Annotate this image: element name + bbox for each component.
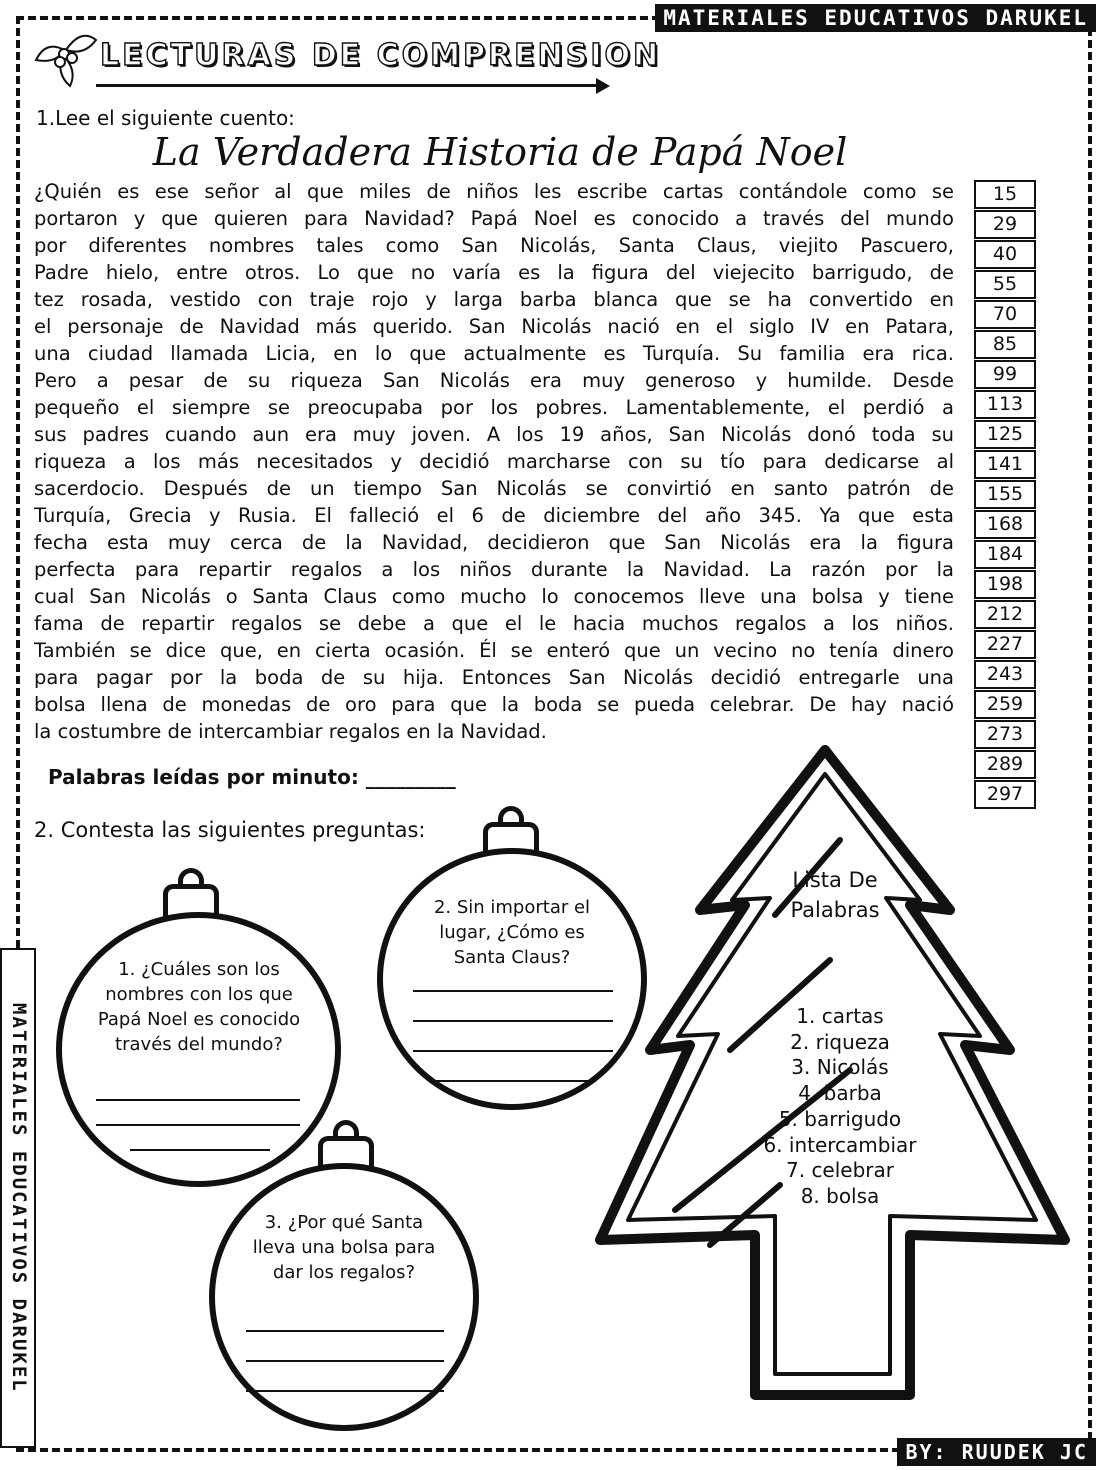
word-list-title: Lista De Palabras: [790, 868, 880, 922]
story-line: sacerdocio. Después de un tiempo San Nicolás se convirtió en santo patrón de: [34, 477, 954, 500]
story-line: portaron y que quieren para Navidad? Papá Noel es conocido a través del mundo: [34, 207, 954, 230]
word-count-cell: 297: [974, 780, 1036, 809]
instruction-2: 2. Contesta las siguientes preguntas:: [34, 818, 426, 842]
word-count-cell: 15: [974, 180, 1036, 209]
word-count-cell: 243: [974, 660, 1036, 689]
word-list-item: 3. Nicolás: [791, 1055, 889, 1080]
story-line: por diferentes nombres tales como San Nicolás, Santa Claus, viejito Pascuero,: [34, 234, 954, 257]
brand-banner-top: MATERIALES EDUCATIVOS DARUKEL: [655, 4, 1096, 32]
word-count-cell: 212: [974, 600, 1036, 629]
word-count-column: [974, 180, 1036, 810]
story-line: También se dice que, en cierta ocasión. Él se enteró que un vecino no tenía dinero: [34, 639, 954, 662]
answer-line[interactable]: [96, 1124, 300, 1126]
story-line: sus padres cuando aun era muy joven. A los 19 años, San Nicolás donó toda su: [34, 423, 954, 446]
word-list-item: 6. intercambiar: [763, 1132, 917, 1157]
holly-icon: [26, 20, 100, 92]
word-list-item: 5. barrigudo: [778, 1106, 902, 1131]
header-underline: [96, 84, 602, 87]
word-list-item: 7. celebrar: [786, 1158, 894, 1183]
story-line: cual San Nicolás o Santa Claus como mucho lo conocemos lleve una bolsa y tiene: [34, 585, 954, 608]
story-line: Padre hielo, entre otros. Lo que no varía es la figura del viejecito barrigudo, de: [34, 261, 954, 284]
story-line: para pagar por la boda de su hija. Entonces San Nicolás decidió entregarle una: [34, 666, 954, 689]
word-count-cell: 141: [974, 450, 1036, 479]
answer-line[interactable]: [430, 1080, 596, 1082]
story-line: fama de repartir regalos se debe a que el le hacia muchos regalos a los niños.: [34, 612, 954, 635]
word-list-item: 8. bolsa: [800, 1183, 880, 1208]
word-count-cell: 55: [974, 270, 1036, 299]
word-count-cell: 125: [974, 420, 1036, 449]
story-line: tez rosada, vestido con traje rojo y larga barba blanca que se ha convertido en: [34, 288, 954, 311]
word-count-cell: 113: [974, 390, 1036, 419]
brand-banner-bottom: BY: RUUDEK JC: [897, 1438, 1096, 1466]
word-count-cell: 184: [974, 540, 1036, 569]
word-count-cell: 40: [974, 240, 1036, 269]
word-count-cell: 155: [974, 480, 1036, 509]
word-list-item: 4. barba: [798, 1081, 882, 1106]
word-list-item: 1. cartas: [796, 1004, 884, 1028]
story-text: [34, 178, 954, 745]
question-3-text: 3. ¿Por qué Santa lleva una bolsa para dar los regalos?: [252, 1212, 436, 1283]
question-2-text: 2. Sin importar el lugar, ¿Cómo es Santa Claus?: [433, 897, 591, 968]
word-count-cell: 99: [974, 360, 1036, 389]
brand-banner-side: MATERIALES EDUCATIVOS DARUKEL: [0, 948, 36, 1448]
story-line: la costumbre de intercambiar regalos en la Navidad.: [34, 720, 547, 743]
answer-line[interactable]: [246, 1330, 444, 1332]
instruction-1: 1.Lee el siguiente cuento:: [36, 106, 295, 130]
answer-line[interactable]: [96, 1099, 300, 1101]
story-line: una ciudad llamada Licia, en lo que actualmente es Turquía. Su familia era rica.: [34, 342, 954, 365]
story-line: el personaje de Navidad más querido. San Nicolás nació en el siglo IV en Patara,: [34, 315, 954, 338]
word-count-cell: 227: [974, 630, 1036, 659]
word-list: [740, 1004, 940, 1210]
answer-line[interactable]: [246, 1390, 444, 1392]
word-count-cell: 289: [974, 750, 1036, 779]
words-per-minute-field[interactable]: Palabras leídas por minuto: _________: [48, 765, 456, 789]
answer-line[interactable]: [130, 1149, 270, 1151]
story-line: fecha esta muy cerca de la Navidad, decidieron que San Nicolás era la figura: [34, 531, 954, 554]
story-line: ¿Quién es ese señor al que miles de niños les escribe cartas contándole como se: [34, 180, 954, 203]
word-list-item: 2. riqueza: [790, 1029, 890, 1054]
word-count-cell: 198: [974, 570, 1036, 599]
story-line: Turquía, Grecia y Rusia. El falleció el 6 de diciembre del año 345. Ya que esta: [34, 504, 954, 527]
header-title: LECTURAS DE COMPRENSION: [100, 38, 662, 73]
story-line: pequeño el siempre se preocupaba por los pobres. Lamentablemente, el perdió a: [34, 396, 954, 419]
story-line: riqueza a los más necesitados y decidió marcharse con su tío para dedicarse al: [34, 450, 954, 473]
word-count-cell: 85: [974, 330, 1036, 359]
word-count-cell: 259: [974, 690, 1036, 719]
answer-line[interactable]: [246, 1360, 444, 1362]
story-line: Pero a pesar de su riqueza San Nicolás era muy generoso y humilde. Desde: [34, 369, 954, 392]
word-count-cell: 273: [974, 720, 1036, 749]
story-line: perfecta para repartir regalos a los niños durante la Navidad. La razón por la: [34, 558, 954, 581]
word-count-cell: 168: [974, 510, 1036, 539]
word-count-cell: 29: [974, 210, 1036, 239]
arrow-right-icon: [596, 78, 610, 94]
story-title: La Verdadera Historia de Papá Noel: [152, 130, 848, 174]
story-line: bolsa llena de monedas de oro para que la boda se pueda celebrar. De hay nació: [34, 693, 954, 716]
word-count-cell: 70: [974, 300, 1036, 329]
question-1-text: 1. ¿Cuáles son los nombres con los que Papá Noel es conocido través del mundo?: [97, 959, 301, 1055]
